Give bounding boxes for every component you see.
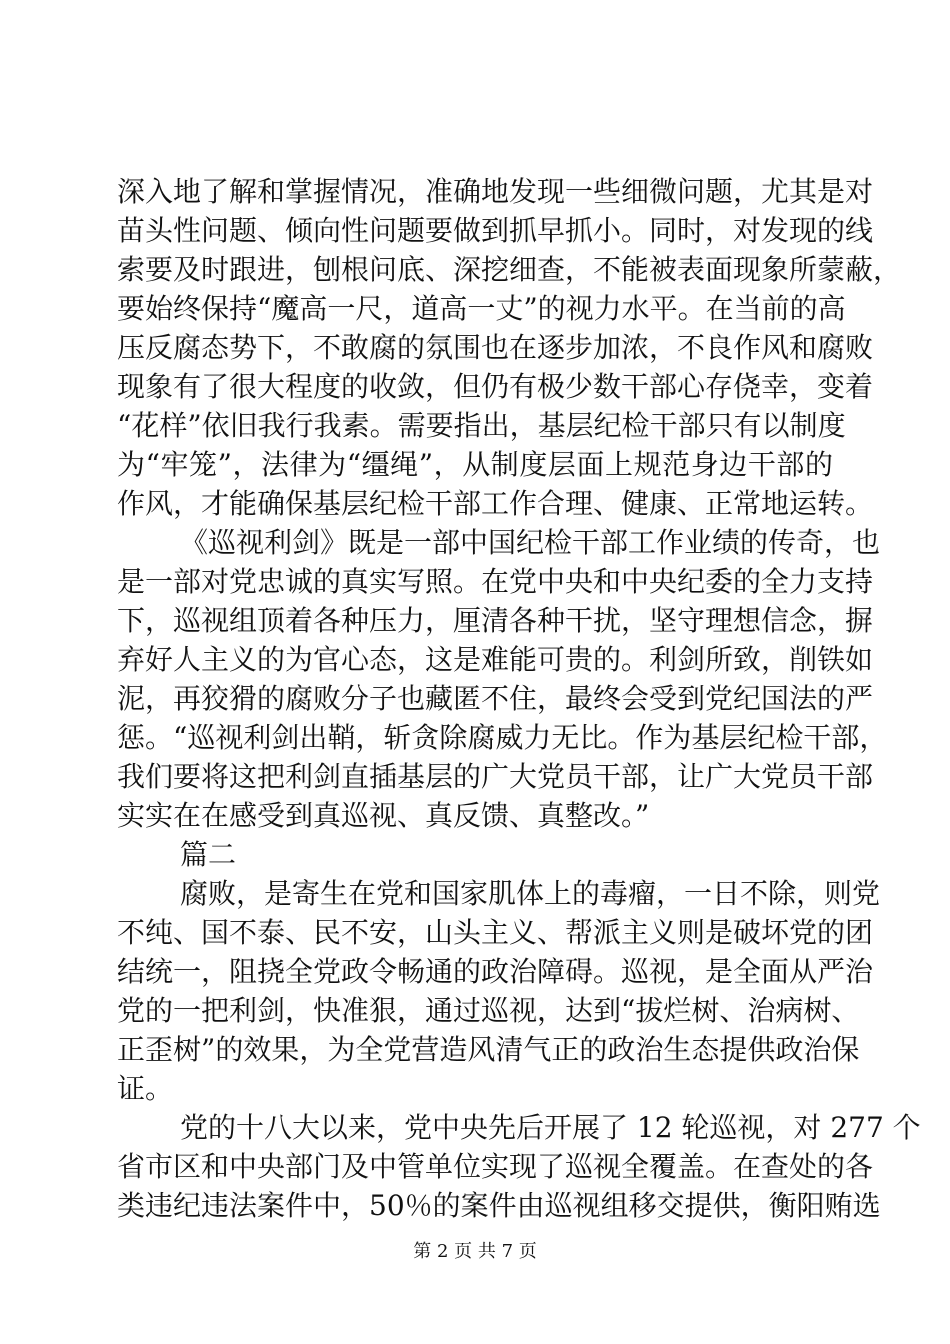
body-text-line: “花样”依旧我行我素。需要指出，基层纪检干部只有以制度 [117, 409, 846, 442]
body-text-line: 泥，再狡猾的腐败分子也藏匿不住，最终会受到党纪国法的严 [117, 682, 874, 715]
body-text-line: 弃好人主义的为官心态，这是难能可贵的。利剑所致，削铁如 [117, 643, 874, 676]
body-text-line: 深入地了解和掌握情况，准确地发现一些细微问题，尤其是对 [117, 175, 874, 208]
body-text-line: 现象有了很大程度的收敛，但仍有极少数干部心存侥幸，变着 [117, 370, 874, 403]
body-text-line: 类违纪违法案件中，50％的案件由巡视组移交提供，衡阳贿选 [117, 1189, 881, 1222]
body-text-line: 要始终保持“魔高一尺，道高一丈”的视力水平。在当前的高 [117, 292, 846, 325]
body-text-line: 是一部对党忠诚的真实写照。在党中央和中央纪委的全力支持 [117, 565, 874, 598]
page-footer: 第 2 页 共 7 页 [413, 1241, 537, 1262]
paragraph-first-line: 腐败，是寄生在党和国家肌体上的毒瘤，一日不除，则党 [180, 877, 881, 910]
body-text-line: 我们要将这把利剑直插基层的广大党员干部，让广大党员干部 [117, 760, 874, 793]
body-text-line: 证。 [117, 1072, 174, 1105]
body-text-line: 党的一把利剑，快准狠，通过巡视，达到“拔烂树、治病树、 [117, 994, 860, 1027]
body-text-line: 惩。“巡视利剑出鞘，斩贪除腐威力无比。作为基层纪检干部， [117, 721, 888, 754]
body-text-line: 实实在在感受到真巡视、真反馈、真整改。” [117, 799, 650, 832]
body-text-line: 不纯、国不泰、民不安，山头主义、帮派主义则是破坏党的团 [117, 916, 874, 949]
body-text-line: 苗头性问题、倾向性问题要做到抓早抓小。同时，对发现的线 [117, 214, 874, 247]
body-text-line: 下，巡视组顶着各种压力，厘清各种干扰，坚守理想信念，摒 [117, 604, 874, 637]
paragraph-first-line: 党的十八大以来，党中央先后开展了 12 轮巡视，对 277 个 [180, 1111, 921, 1144]
body-text-line: 索要及时跟进，刨根问底、深挖细查，不能被表面现象所蒙蔽， [117, 253, 902, 286]
body-text-line: 作风，才能确保基层纪检干部工作合理、健康、正常地运转。 [117, 487, 874, 520]
body-text-line: 为“牢笼”，法律为“缰绳”，从制度层面上规范身边干部的 [117, 448, 833, 481]
body-text-line: 省市区和中央部门及中管单位实现了巡视全覆盖。在查处的各 [117, 1150, 874, 1183]
paragraph-first-line: 《巡视利剑》既是一部中国纪检干部工作业绩的传奇，也 [180, 526, 881, 559]
section-heading: 篇二 [180, 838, 237, 871]
body-text-line: 压反腐态势下，不敢腐的氛围也在逐步加浓，不良作风和腐败 [117, 331, 874, 364]
body-text-line: 结统一，阻挠全党政令畅通的政治障碍。巡视，是全面从严治 [117, 955, 874, 988]
body-text-line: 正歪树”的效果，为全党营造风清气正的政治生态提供政治保 [117, 1033, 860, 1066]
